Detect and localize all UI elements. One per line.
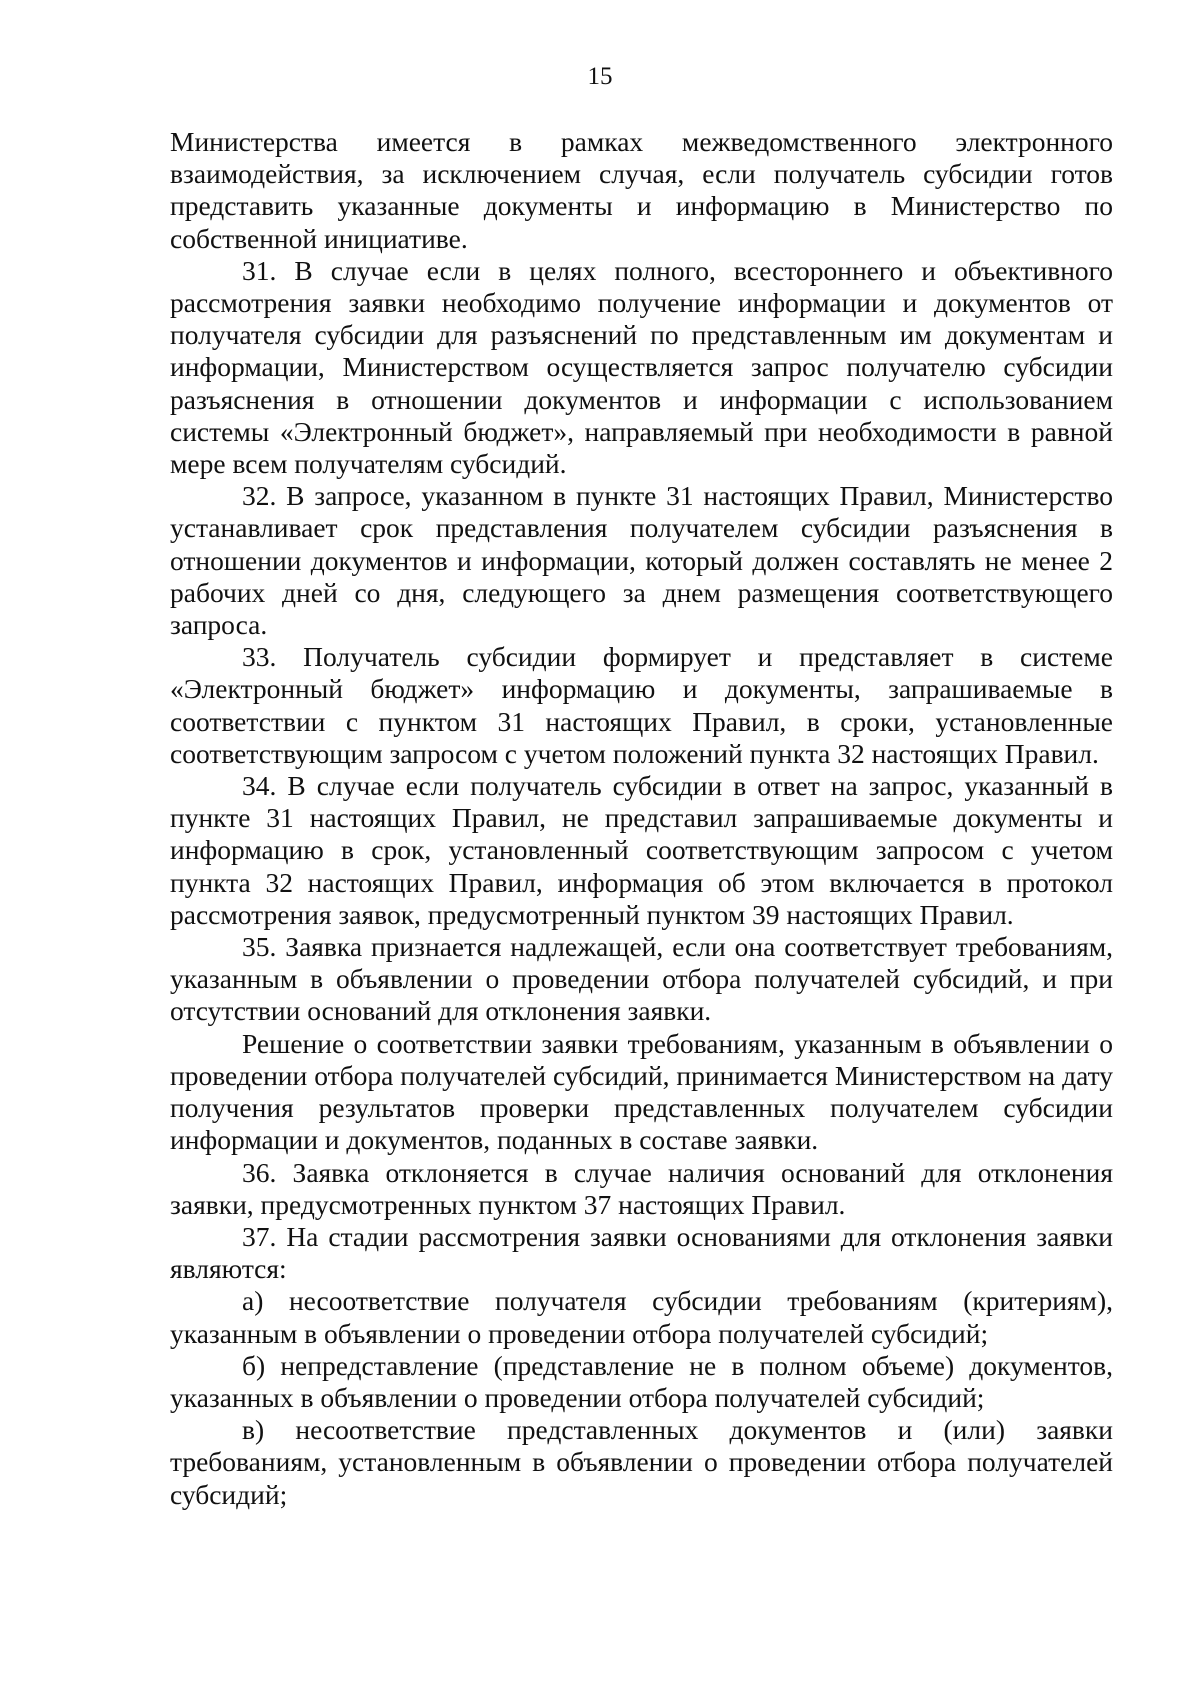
list-item-a: а) несоответствие получателя субсидии требованиям (критериям), указанным в объявлении о проведении отбора получателей субсидий;: [170, 1285, 1113, 1349]
paragraph-clause-35: 35. Заявка признается надлежащей, если она соответствует требованиям, указанным в объявлении о проведении отбора получателей субсидий, и при отсутствии оснований для отклонения заявки.: [170, 931, 1113, 1027]
paragraph-clause-33: 33. Получатель субсидии формирует и представляет в системе «Электронный бюджет» информацию и документы, запрашиваемые в соответствии с пунктом 31 настоящих Правил, в сроки, установленные соответствующим запросом с учетом положений пункта 32 настоящих Правил.: [170, 641, 1113, 769]
paragraph-clause-32: 32. В запросе, указанном в пункте 31 настоящих Правил, Министерство устанавливает срок представления получателем субсидии разъяснения в отношении документов и информации, который должен составлять не менее 2 рабочих дней со дня, следующего за днем размещения соответствующего запроса.: [170, 480, 1113, 641]
document-body: [170, 126, 1113, 1511]
paragraph-clause-36: 36. Заявка отклоняется в случае наличия оснований для отклонения заявки, предусмотренных пунктом 37 настоящих Правил.: [170, 1156, 1113, 1220]
paragraph-clause-34: 34. В случае если получатель субсидии в ответ на запрос, указанный в пункте 31 настоящих Правил, не представил запрашиваемые документы и информацию в срок, установленный соответствующим запросом с учетом пункта 32 настоящих Правил, информация об этом включается в протокол рассмотрения заявок, предусмотренный пунктом 39 настоящих Правил.: [170, 770, 1113, 930]
page-number: 15: [587, 63, 613, 90]
list-item-b: б) непредставление (представление не в полном объеме) документов, указанных в объявлении о проведении отбора получателей субсидий;: [170, 1349, 1113, 1413]
paragraph-clause-31: 31. В случае если в целях полного, всестороннего и объективного рассмотрения заявки необходимо получение информации и документов от получателя субсидии для разъяснений по представленным им документам и информации, Министерством осуществляется запрос получателю субсидии разъяснения в отношении документов и информации с использованием системы «Электронный бюджет», направляемый при необходимости в равной мере всем получателям субсидий.: [170, 254, 1113, 480]
paragraph-clause-37: 37. На стадии рассмотрения заявки основаниями для отклонения заявки являются:: [170, 1220, 1113, 1285]
paragraph-clause-35-decision: Решение о соответствии заявки требованиям, указанным в объявлении о проведении отбора получателей субсидий, принимается Министерством на дату получения результатов проверки представленных получателем субсидии информации и документов, поданных в составе заявки.: [170, 1027, 1113, 1156]
list-item-v: в) несоответствие представленных документов и (или) заявки требованиям, установленным в объявлении о проведении отбора получателей субсидий;: [170, 1414, 1113, 1510]
paragraph-continuation: Министерства имеется в рамках межведомственного электронного взаимодействия, за исключением случая, если получатель субсидии готов представить указанные документы и информацию в Министерство по собственной инициативе.: [170, 126, 1113, 254]
